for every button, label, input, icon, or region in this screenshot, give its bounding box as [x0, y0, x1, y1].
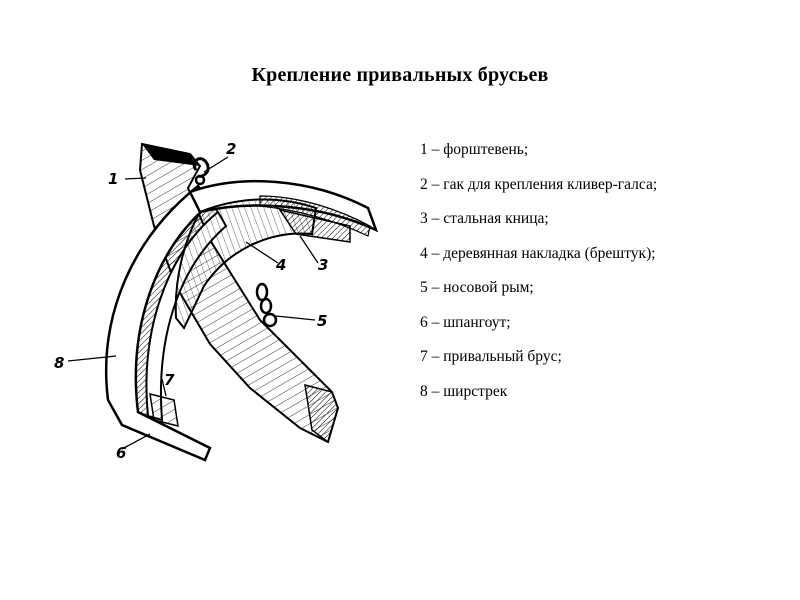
legend-item: 7 – привальный брус; — [420, 348, 562, 365]
callout-5: 5 — [317, 312, 328, 330]
slide-title: Крепление привальных брусьев — [251, 64, 549, 86]
legend-item: 6 – шпангоут; — [420, 313, 511, 331]
callout-6: 6 — [116, 444, 127, 462]
callout-2: 2 — [226, 140, 237, 158]
legend-item: 3 – стальная кница; — [420, 210, 549, 227]
callout-1: 1 — [108, 170, 119, 188]
legend-item: 8 – ширстрек — [420, 382, 508, 400]
callout-8: 8 — [54, 354, 65, 372]
callout-7: 7 — [164, 371, 175, 389]
legend-item: 2 – гак для крепления кливер-галса; — [420, 175, 658, 193]
parts-legend — [420, 140, 790, 416]
callout-4: 4 — [276, 256, 287, 274]
legend-item: 5 – носовой рым; — [420, 279, 534, 296]
callout-3: 3 — [318, 256, 329, 274]
legend-item: 1 – форштевень; — [420, 141, 529, 158]
bow-construction-diagram — [50, 130, 400, 470]
diagram-drawing — [50, 130, 400, 470]
legend-item: 4 – деревянная накладка (брештук); — [420, 244, 656, 262]
